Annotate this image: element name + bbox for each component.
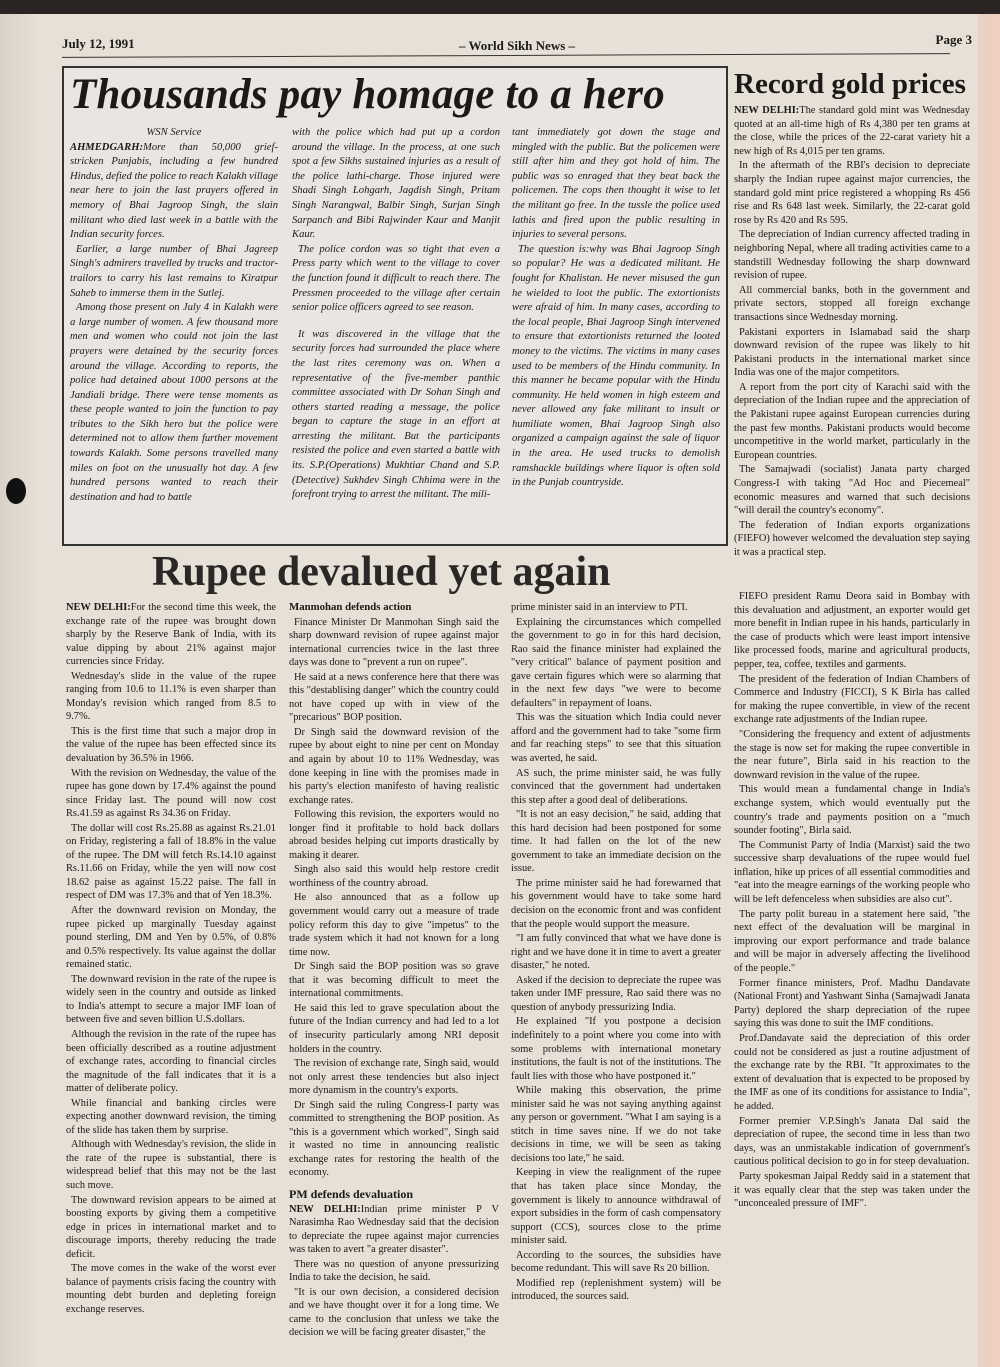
rupee-paragraph: Although the revision in the rate of the rupee has been officially described as a routine adjustment of exchange rates, according to financial circles the magnitude of the fall indicates that it is a matter of deliberate policy. [66,1028,276,1095]
rupee-paragraph: NEW DELHI:Indian prime minister P V Narasimha Rao Wednesday said that the decision to depreciate the rupee against major currencies was taken to avert "a greater disaster". [289,1203,499,1256]
gold-headline: Record gold prices [734,68,966,100]
homage-headline: Thousands pay homage to a hero [70,71,665,118]
rupee-paragraph: He said this led to grave speculation about the future of the Indian currency and had led to a lot of insecurity particularly among NRI deposit holders in the country. [289,1002,499,1055]
rupee-paragraph: This would mean a fundamental change in India's exchange system, which would eventually put the country's trade and payments position on a "much sounder footing", Birla said. [734,784,970,837]
homage-column-3 [512,126,720,491]
homage-paragraph: The question is:why was Bhai Jagroop Singh so popular? He was a dedicated militant. He fought for Khalistan. He never misused the gun he wielded to loot the public. The extortionists were afraid of him. In many cases, according to the local people, Bhai Jagroop Singh intervened to ensure that extortionists returned the looted money to the victims. The victims in many cases used to be members of the Hindu community. In this manner he became popular with the Hindu community. He held women in high esteem and never allowed any fake militant to insult or humiliate women, Bhai Jagroop Singh also organized a campaign against the sale of liquor in the area. He used trucks to demolish ramshackle buildings where liquor is often sold in the Punjab countryside. [512,243,720,489]
homage-column-1 [70,126,278,505]
pm-dateline: NEW DELHI: [289,1203,361,1215]
rupee-paragraph: Modified rep (replenishment system) will be introduced, the sources said. [511,1277,721,1303]
homage-story-box [62,66,728,546]
rupee-paragraph: This was the situation which India could never afford and the government had to take "some firm and far reaching steps" to see that this situation was averted, he said. [511,712,721,765]
gold-paragraph: The federation of Indian exports organizations (FIEFO) however welcomed the devaluation step saying it was a practical step. [734,519,970,558]
binder-hole [6,478,26,504]
rupee-paragraph: Prof.Dandavate said the depreciation of this order could not be considered as just a routine adjustment of the exchange rate by the RBI. "It approximates to the extent of devaluation that is expected to be proposed by the IMF as one of its conditions for assistance to India", he added. [734,1033,970,1112]
rupee-paragraph: Explaining the circumstances which compelled the government to go in for this hard decision, Rao said the finance minister had explained the "very critical" balance of payment position and gave certain figures which were so alarming that in the next few days "we were to become defaulters" in repayment of loans. [511,616,721,709]
rupee-paragraph: FIEFO president Ramu Deora said in Bombay with this devaluation and adjustment, an exporter would get more benefit in Indian rupee in his hands, particularly in the case of products which were least import intensive like processed foods, marine and agricultural products, pepper, tea, coffee, textiles and garments. [734,591,970,670]
rupee-paragraph: There was no question of anyone pressurizing India to take the decision, he said. [289,1258,499,1284]
homage-paragraph: Earlier, a large number of Bhai Jagreep Singh's admirers travelled by trucks and tractor-trailors to carry his last remains to Kiratpur Saheb to immerse them in the Sutlej. [70,243,278,299]
homage-byline: WSN Service [146,127,202,138]
subhead-pm: PM defends devaluation [289,1186,414,1201]
homage-paragraph: AHMEDGARH:More than 50,000 grief-stricken Punjabis, including a few hundred Hindus, defied the police to reach Kalakh village near here to join the last prayers offered in memory of Bhai Jagroop Singh, the slain militant who died last week in a battle with the Indian security forces. [70,141,278,241]
rupee-paragraph: Former premier V.P.Singh's Janata Dal said the depreciation of rupee, the second time in less than two days, was an unmistakable indication of government's cautious political decision to go in for steep devaluation. [734,1115,970,1168]
homage-paragraph: It was discovered in the village that the security forces had surrounded the place where the last rites ceremony was on. When a representative of the five-member panthic committee associated with Dr Sohan Singh and others started reading a message, the police began to capture the stage in an effort at arresting the militant. But the participants resisted the police and even started a battle with its. S.P.(Operations) Mukhtiar Chand and S.P.(Detective) Sukhdev Singh Chhima were in the forefront trying to arrest the militant. The mili- [292,328,500,501]
gold-body [734,104,970,560]
gold-paragraph: All commercial banks, both in the government and private sectors, stopped all foreign exchange transactions since Wednesday morning. [734,284,970,323]
rupee-paragraph: Although with Wednesday's revision, the slide in the rate of the rupee is substantial, there is widespread belief that this may not be the last such move. [66,1139,276,1191]
rupee-headline: Rupee devalued yet again [152,549,611,595]
rupee-paragraph: NEW DELHI:For the second time this week, the exchange rate of the rupee was brought down sharply by the Reserve Bank of India, with its value dipping by about 21% against major currencies since Friday. [66,602,277,668]
rupee-paragraph: The prime minister said he had forewarned that his government would have to take some hard decision on the economic front and was confident that the people would support the measure. [511,877,721,930]
newspaper-name: – World Sikh News – [458,38,576,53]
gold-paragraph: The depreciation of Indian currency affected trading in neighboring Nepal, where all trading activities came to a standstill Wednesday following the sharp downward revision of rupee. [734,229,970,282]
rupee-paragraph: prime minister said in an interview to PTI. [511,602,688,613]
gold-paragraph: The Samajwadi (socialist) Janata party charged Congress-I with taking "Ad Hoc and Piecemeal" economic measures and warned that such decisions "will derail the country's economy". [734,464,970,517]
rupee-paragraph: While making this observation, the prime minister said he was not saying anything against any person or government. "What I am saying is a stitch in time saves nine. If we do not take decisions in time, we will be seen as taking decisions too late," he said. [511,1085,721,1164]
rupee-paragraph: Dr Singh said the ruling Congress-I party was committed to strengthening the BOP position. As "this is a government which worked", Singh said it wasted no time in announcing realistic exchange rates for restoring the health of the economy. [289,1099,499,1179]
rupee-paragraph: Wednesday's slide in the value of the rupee ranging from 10.6 to 11.1% is even sharper than Monday's revision which ranged from 8.5 to 9.7%. [66,670,276,723]
rupee-paragraph: "It is our own decision, a considered decision and we have thought over it for a long time. We came to the conclusion that unless we take the decision we will be facing greater disaster," the [289,1286,499,1339]
rupee-paragraph: The downward revision appears to be aimed at boosting exports by giving them a competitive edge in prices in international market and to discourage imports, thereby reducing the trade deficit. [66,1194,276,1260]
rupee-paragraph: He also announced that as a follow up government would carry out a measure of trade policy reform this day to give "impetus" to the trade system which it had not known for a long time now. [289,892,499,958]
rupee-column-1 [66,601,276,1317]
gold-paragraph: A report from the port city of Karachi said with the depreciation of the Indian rupee and the appreciation of the Pakistani rupee against European currencies during the past few months. Pakistani products would become uncompetitive in the world market, particularly in the European countries. [734,381,970,461]
scan-right-margin [978,14,1000,1367]
gold-paragraph: NEW DELHI:The standard gold mint was Wednesday quoted at an all-time high of Rs 4,380 per ten grams at the close, while the prices of the 22-carat variety hit a new high of Rs 4,015 per ten grams. [734,105,970,157]
gold-paragraph: In the aftermath of the RBI's decision to depreciate sharply the Indian rupee against major currencies, the standard gold mint price registered a whopping Rs 456 rise and Rs 648 last week. Similarly, the 22-carat gold rose by Rs 420 and Rs 595. [734,160,970,226]
masthead [62,30,972,52]
scan-left-margin [0,14,40,1367]
rupee-paragraph: He said at a news conference here that there was this "destablising danger" which the country could not have coped up with in view of the "precarious" BOP position. [289,671,499,724]
rupee-paragraph: Dr Singh said the BOP position was so grave that it was becoming difficult to meet the international commitments. [289,961,499,1000]
rupee-column-2 [289,601,499,1341]
homage-column-2 [292,126,500,503]
homage-paragraph: The police cordon was so tight that even a Press party which went to the village to cover the function found it difficult to reach there. The Pressmen proceeded to the village after certain senior police officers agreed to see reason. [292,243,500,314]
homage-paragraph: with the police which had put up a cordon around the village. In the process, at one such spot a few Sikhs sustained injuries as a result of the police lathi-charge. Those injured were Shadi Singh Lohgarh, Jagdish Singh, Pritam Singh Narangwal, Balbir Singh, Surjan Singh Sarpanch and Bibi Rajwinder Kaur and Manjit Kaur. [292,127,500,241]
rupee-paragraph: The president of the federation of Indian Chambers of Commerce and Industry (FICCI), S K Birla has called for making the rupee convertible, in view of the recent exchange rate adjustments of the Indian rupee. [734,673,970,726]
rupee-paragraph: The downward revision in the rate of the rupee is widely seen in the country and outside as linked to India's attempt to secure a major IMF loan of between five and seven billion U.S.dollars. [66,973,276,1026]
homage-paragraph: Among those present on July 4 in Kalakh were a large number of women. A few thousand more men and women who could not join the last prayers were detained by the security forces around the village. According to reports, the police had detained about 1000 persons at the Jandiali bridge. There were tense moments as these people wanted to join the function to pay tributes to the Sikh hero but the police were determined not to allow them further movement towards Kalakh. Some persons travelled many miles on foot on the unusually hot day. A few hundred persons wanted to reach their destination and had to battle [70,302,278,503]
rupee-paragraph: Party spokesman Jaipal Reddy said in a statement that it was equally clear that the step was taken under the "unconcealed pressure of IMF". [734,1170,970,1210]
rupee-paragraph: Following this revision, the exporters would no longer find it profitable to hold back dollars abroad besides helping cut imports drastically by making it dearer. [289,809,499,861]
rupee-column-4 [734,590,970,1212]
rupee-paragraph: The Communist Party of India (Marxist) said the two successive sharp devaluations of the rupee would fuel inflation, hike up prices of all essential commodities and "eat into the meagre earnings of the working people who will be left defenceless when subsidies are also cut". [734,839,970,906]
rupee-paragraph: "I am fully convinced that what we have done is right and we have done it in time to avert a greater disaster," he noted. [511,933,721,972]
rupee-paragraph: After the downward revision on Monday, the rupee picked up marginally Tuesday against pound sterling, DM and Yen by 0.5%, of 0.8% and 0.5% respectively. Its value against the dollar remained static. [66,905,276,971]
rupee-paragraph: "Considering the frequency and extent of adjustments the stage is now set for making the rupee convertible in the near future", Birla said in his reaction to the downward revision in the value of the rupee. [734,728,970,781]
page-number: Page 3 [935,32,972,47]
rupee-paragraph: He explained "If you postpone a decision indefinitely to a point where you come into with some problems with international monetary institutions, the fault is not of the institutions. The fault lies with those who have postponed it." [511,1016,721,1082]
rupee-column-3 [511,601,721,1305]
scan-top-edge [0,0,1000,14]
rupee-paragraph: The dollar will cost Rs.25.88 as against Rs.21.01 on Friday, registering a fall of 18.8% in the value of the rupee. The DM will fetch Rs.14.10 against Rs.11.66 on Friday, while the yen will now cost 18.62 paise as against 15.22 paise. The fall in respect of DM was 17.3% and that of Yen 18.3%. [66,822,276,902]
rupee-paragraph: With the revision on Wednesday, the value of the rupee has gone down by 17.4% against the pound since Friday last. The pound will now cost Rs.41.59 as against Rs 34.36 on Friday. [66,767,276,820]
rupee-paragraph: The revision of exchange rate, Singh said, would not only arrest these tendencies but also inject more dynamism in the country's exports. [289,1058,499,1097]
gold-dateline: NEW DELHI: [734,105,800,116]
rupee-paragraph: "It is not an easy decision," he said, adding that this hard decision had been postponed for some time. It had fallen on the lot of the new government to take an immediate decision on the issue. [511,809,721,875]
rupee-paragraph: The party polit bureau in a statement here said, "the next effect of the devaluation will be marginal in improving our export performance and trade balance and will be major in adversely affecting the livelihood of the people." [734,908,970,975]
subhead-manmohan: Manmohan defends action [289,601,412,613]
gold-story [734,66,970,561]
rupee-paragraph: Dr Singh said the downward revision of the rupee by about eight to nine per cent on Monday and again by about 10 to 11% Wednesday, was done keeping in line with the promises made in his party's election manifesto of having realistic exchange rates. [289,726,499,806]
rupee-paragraph: Former finance ministers, Prof. Madhu Dandavate (National Front) and Yashwant Sinha (Samajwadi Janata Party) deplored the sharp depreciation of the rupee saying this was done to suit the IMF conditions. [734,977,970,1030]
homage-dateline: AHMEDGARH: [70,141,143,153]
rupee-paragraph: Asked if the decision to depreciate the rupee was taken under IMF pressure, Rao said there was no question of anybody pressurizing India. [511,974,721,1013]
rupee-paragraph: This is the first time that such a major drop in the value of the rupee has been effected since its devaluation by 36.5% in 1966. [66,725,276,765]
issue-date: July 12, 1991 [62,36,135,51]
rupee-paragraph: Singh also said this would help restore credit worthiness of the country abroad. [289,864,499,889]
rupee-paragraph: While financial and banking circles were expecting another downward revision, the timing of the slide has taken them by surprise. [66,1097,276,1136]
rupee-paragraph: Finance Minister Dr Manmohan Singh said the sharp downward revision of rupee against major international currencies twice in the last three days was done to "prevent a run on rupee". [289,616,499,669]
rupee-dateline: NEW DELHI: [66,602,131,613]
homage-paragraph: tant immediately got down the stage and mingled with the public. But the policemen were still after him and they got hold of him. The public was so enraged that they beat back the policemen. The cops then thought it wise to let the militant go free. In the tussle the police used lathis and fired upon the public resulting in injuries to several persons. [512,127,720,241]
rupee-paragraph: The move comes in the wake of the worst ever balance of payments crisis facing the country with mounting debt burden and depleting foreign exchange reserves. [66,1263,276,1315]
rupee-paragraph: AS such, the prime minister said, he was fully convinced that the government had undertaken this step after a good deal of deliberations. [511,767,721,806]
gold-paragraph: Pakistani exporters in Islamabad said the sharp downward revision of the rupee was likely to hit Pakistani products in the international market since India was one of the major competitors. [734,326,970,379]
rupee-paragraph: Keeping in view the realignment of the rupee that has taken place since Monday, the government is likely to announce withdrawal of export subsidies in the form of cash compensatory support (CCS), sources close to the prime minister said. [511,1167,721,1247]
rupee-paragraph: According to the sources, the subsidies have become redundant. This will save Rs 20 billion. [511,1249,721,1275]
